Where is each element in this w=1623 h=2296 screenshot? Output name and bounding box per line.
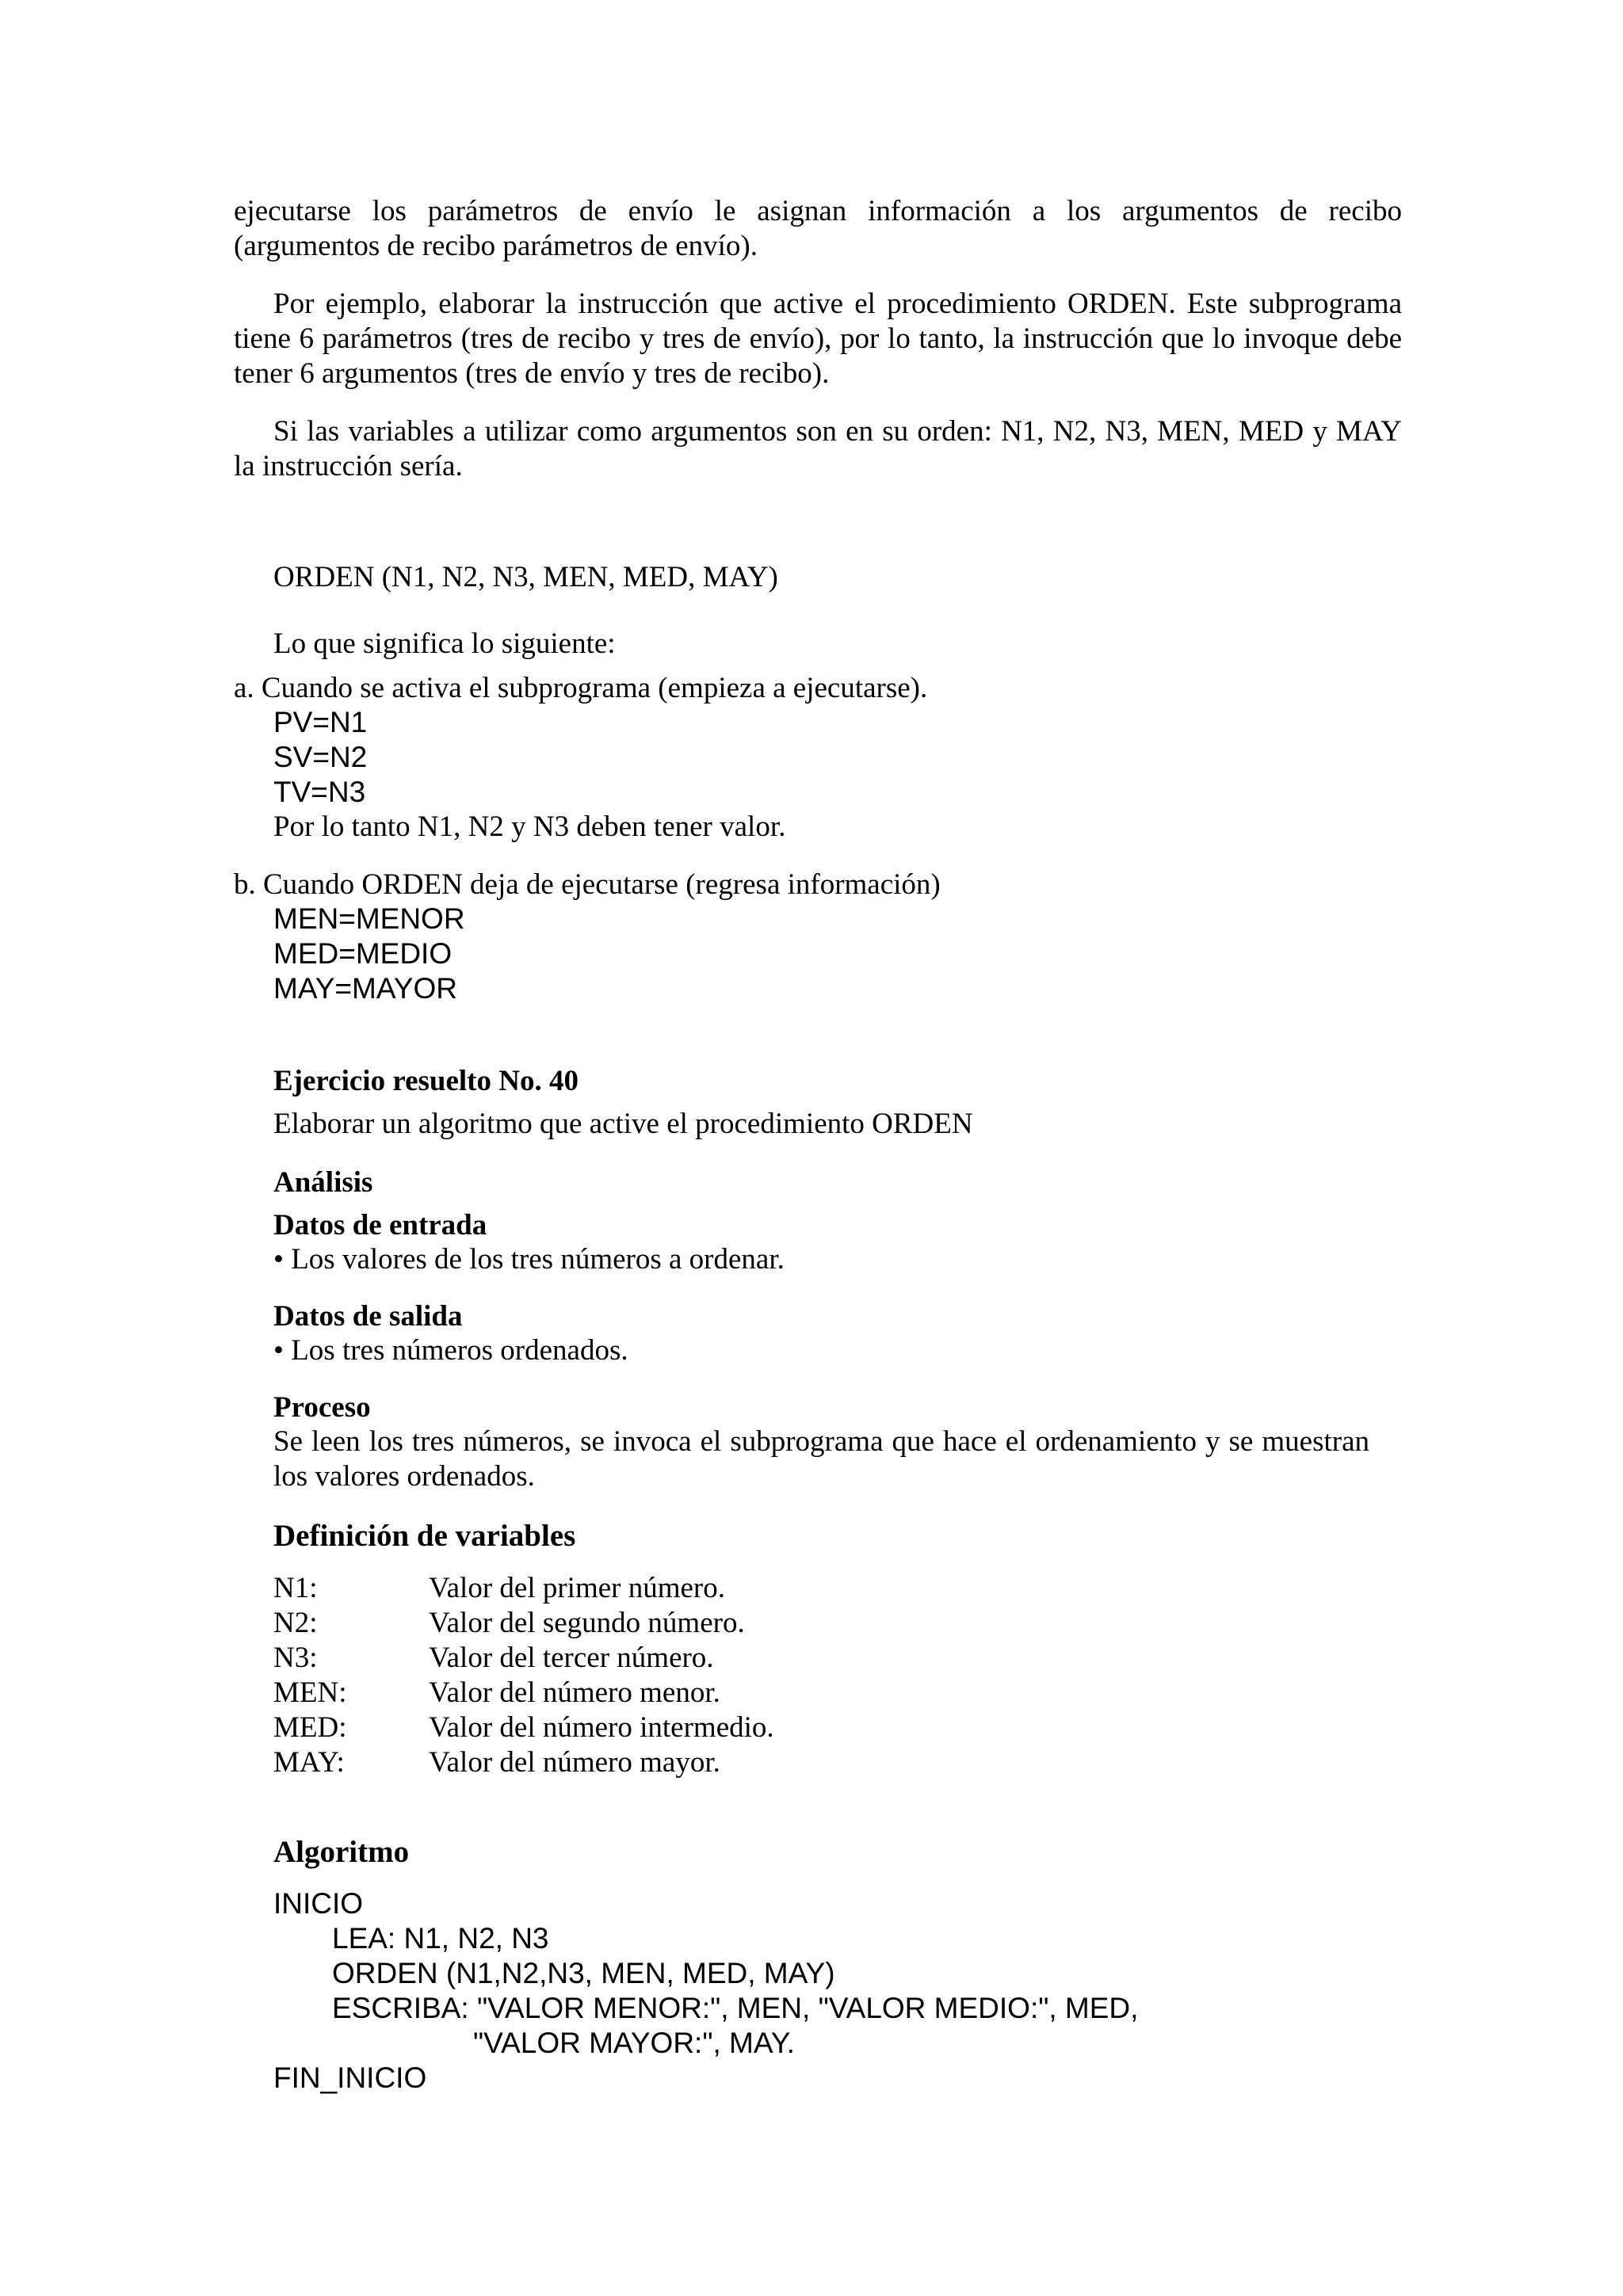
intro-line-1: ejecutarse los parámetros de envío le asignan información a los argumentos de recibo xyxy=(234,195,1402,227)
case-a-note: Por lo tanto N1, N2 y N3 deben tener valor. xyxy=(273,810,786,843)
variable-name: MEN: xyxy=(273,1676,347,1709)
input-heading: Datos de entrada xyxy=(273,1209,487,1241)
variables-heading: Definición de variables xyxy=(273,1519,576,1553)
input-item: • Los valores de los tres números a ordenar. xyxy=(273,1243,785,1276)
variable-name: N3: xyxy=(273,1642,318,1674)
variable-name: N1: xyxy=(273,1572,318,1604)
case-a-assignments xyxy=(273,705,367,810)
variable-name: MAY: xyxy=(273,1746,345,1779)
variable-description: Valor del número intermedio. xyxy=(429,1711,774,1744)
algorithm-code xyxy=(273,1886,1138,2096)
code-line: ORDEN (N1,N2,N3, MEN, MED, MAY) xyxy=(332,1957,835,1989)
code-line: LEA: N1, N2, N3 xyxy=(332,1922,549,1955)
assignment-line: MAY=MAYOR xyxy=(273,972,457,1005)
variable-description: Valor del número menor. xyxy=(429,1676,720,1709)
case-b-title: b. Cuando ORDEN deja de ejecutarse (regresa información) xyxy=(234,868,941,901)
process-text: Se leen los tres números, se invoca el subprograma que hace el ordenamiento y se muestran los valores ordenados. xyxy=(273,1425,1369,1493)
intro-line-2: (argumentos de recibo parámetros de envío). xyxy=(234,230,758,262)
assignment-line: MEN=MENOR xyxy=(273,902,465,935)
algorithm-heading: Algoritmo xyxy=(273,1835,410,1869)
case-a-title: a. Cuando se activa el subprograma (empieza a ejecutarse). xyxy=(234,672,928,704)
variable-description: Valor del número mayor. xyxy=(429,1746,720,1779)
variable-description: Valor del segundo número. xyxy=(429,1607,745,1639)
variable-name: N2: xyxy=(273,1607,318,1639)
example-paragraph: Por ejemplo, elaborar la instrucción que active el procedimiento ORDEN. Este subprograma tiene 6 parámetros (tres de recibo y tres de envío), por lo tanto, la instrucción que lo invoque debe tener 6 argumentos (tres de envío y tres de recibo). xyxy=(234,288,1402,390)
variable-description: Valor del primer número. xyxy=(429,1572,725,1604)
analysis-heading: Análisis xyxy=(273,1166,373,1199)
variable-name: MED: xyxy=(273,1711,347,1744)
assignment-line: SV=N2 xyxy=(273,741,368,773)
intro-paragraph xyxy=(234,194,1402,264)
output-heading: Datos de salida xyxy=(273,1300,463,1333)
meaning-lead: Lo que significa lo siguiente: xyxy=(273,627,616,660)
assignment-line: PV=N1 xyxy=(273,706,368,738)
code-line: FIN_INICIO xyxy=(273,2061,427,2094)
variable-description: Valor del tercer número. xyxy=(429,1642,714,1674)
code-line: INICIO xyxy=(273,1887,364,1920)
assignment-line: MED=MEDIO xyxy=(273,937,453,970)
code-line: "VALOR MAYOR:", MAY. xyxy=(473,2027,795,2059)
variables-table xyxy=(273,1571,987,1780)
exercise-statement: Elaborar un algoritmo que active el procedimiento ORDEN xyxy=(273,1108,973,1140)
code-line: ESCRIBA: "VALOR MENOR:", MEN, "VALOR MEDIO:", MED, xyxy=(332,1992,1139,2024)
output-item: • Los tres números ordenados. xyxy=(273,1334,628,1367)
exercise-title: Ejercicio resuelto No. 40 xyxy=(273,1065,579,1097)
case-b-assignments xyxy=(273,902,465,1006)
procedure-call: ORDEN (N1, N2, N3, MEN, MED, MAY) xyxy=(273,561,778,593)
variables-paragraph: Si las variables a utilizar como argumentos son en su orden: N1, N2, N3, MEN, MED y MAY la instrucción sería. xyxy=(234,415,1402,482)
assignment-line: TV=N3 xyxy=(273,776,366,808)
process-heading: Proceso xyxy=(273,1391,371,1424)
